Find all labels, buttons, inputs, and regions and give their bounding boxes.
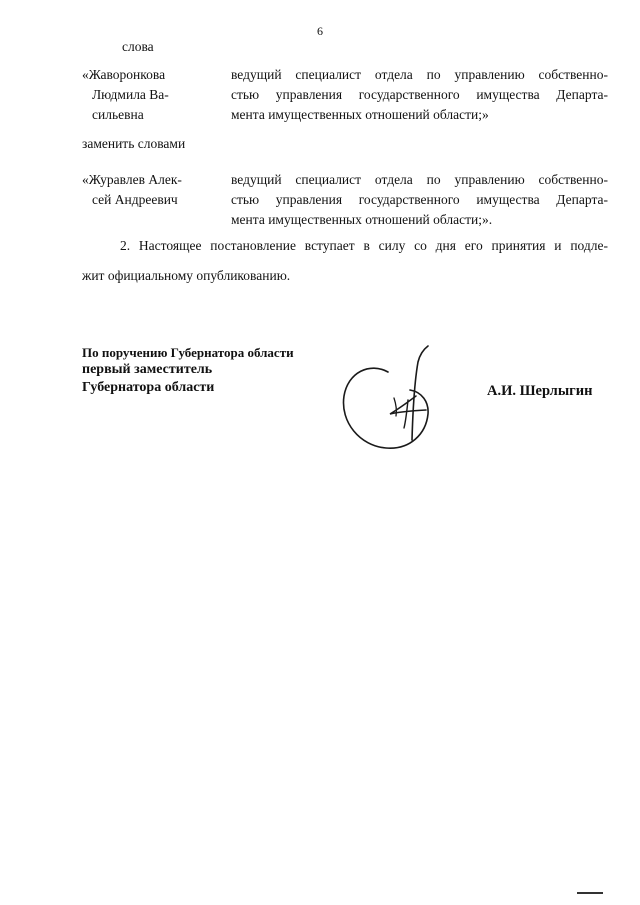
old-position-line-1: ведущий специалист отдела по управлению собственно-	[231, 67, 608, 82]
word-slova: слова	[122, 39, 154, 54]
page-number: 6	[317, 24, 323, 38]
old-name-line-1: «Жаворонкова	[82, 67, 166, 82]
paragraph-2-line-2: жит официальному опубликованию.	[82, 268, 291, 283]
new-entry-position	[231, 170, 608, 230]
signature-line-3: Губернатора области	[82, 380, 215, 395]
old-position-line-3: мента имущественных отношений области;»	[231, 107, 489, 122]
signature-line-1: По поручению Губернатора области	[82, 345, 294, 360]
handwritten-signature	[330, 344, 440, 456]
new-name-line-1: «Журавлев Алек-	[82, 172, 182, 187]
signer-name: А.И. Шерлыгин	[487, 383, 593, 399]
new-name-line-2: сей Андреевич	[92, 192, 178, 207]
old-position-line-2: стью управления государственного имущества Департа-	[231, 87, 608, 102]
old-entry-position	[231, 65, 608, 125]
replace-phrase: заменить словами	[82, 136, 186, 151]
signature-block	[82, 344, 294, 397]
paragraph-2-line-1: 2. Настоящее постановление вступает в силу со дня его принятия и подле-	[120, 238, 608, 253]
old-name-line-2: Людмила Ва-	[92, 87, 169, 102]
old-name-line-3: сильевна	[92, 107, 144, 122]
old-entry-name	[82, 65, 210, 125]
new-position-line-2: стью управления государственного имущества Департа-	[231, 192, 608, 207]
new-entry-name	[82, 170, 210, 210]
new-position-line-3: мента имущественных отношений области;».	[231, 212, 493, 227]
signature-line-2: первый заместитель	[82, 362, 213, 377]
new-position-line-1: ведущий специалист отдела по управлению собственно-	[231, 172, 608, 187]
corner-mark	[577, 892, 603, 894]
